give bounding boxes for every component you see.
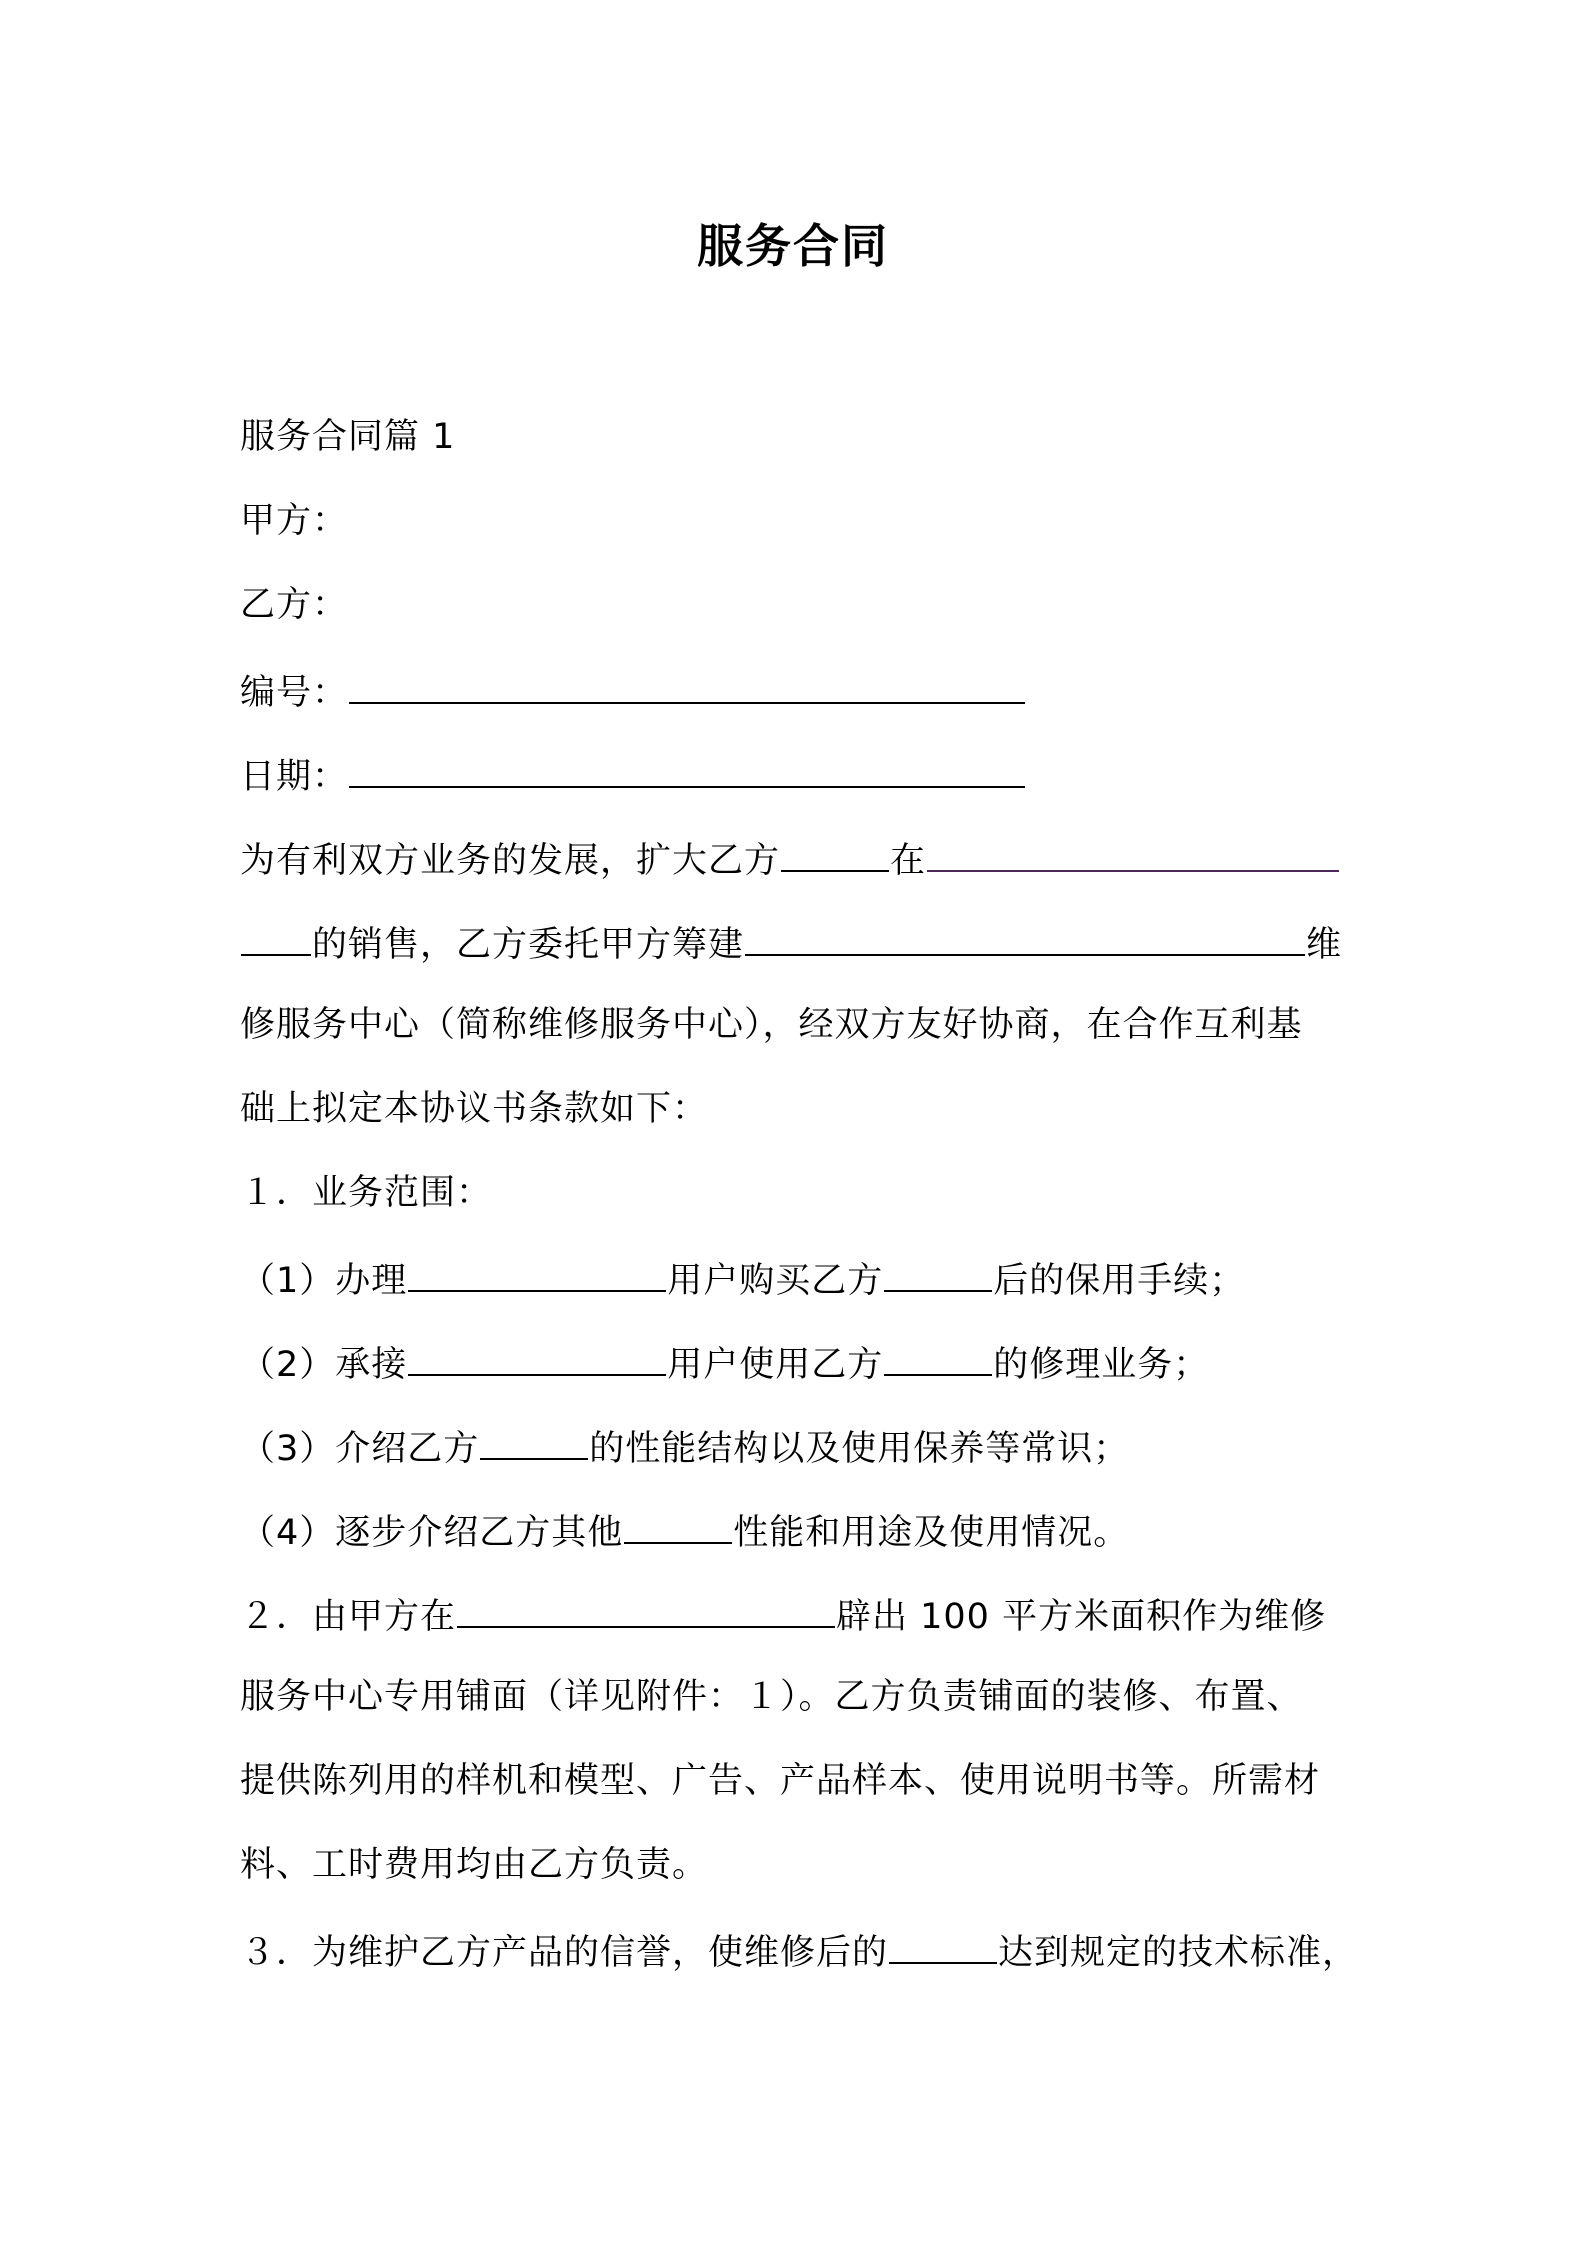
- document-title: 服务合同: [697, 219, 889, 273]
- item-text: ２．由甲方在: [240, 1597, 457, 1637]
- item-text: 用户使用乙方: [667, 1345, 884, 1385]
- item-text: 后的保用手续；: [993, 1261, 1246, 1301]
- number-blank: [349, 664, 1025, 704]
- item1-heading: １．业务范围：: [240, 1173, 493, 1213]
- item1-sub2: [240, 1336, 1209, 1390]
- date-blank: [349, 748, 1025, 788]
- blank: [457, 1588, 835, 1628]
- intro-line-1: [240, 832, 1340, 886]
- blank: [480, 1420, 588, 1460]
- blank: [889, 1924, 997, 1964]
- item-text: （4）逐步介绍乙方其他: [240, 1513, 624, 1553]
- number-line: [240, 664, 1026, 718]
- blank: [408, 1252, 666, 1292]
- item1-sub3: [240, 1420, 1129, 1474]
- item2-line-4: 料、工时费用均由乙方负责。: [240, 1845, 709, 1885]
- intro-text: 为有利双方业务的发展，扩大乙方: [240, 841, 781, 881]
- item-text: 辟出 100 平方米面积作为维修: [836, 1597, 1327, 1637]
- intro-line-4: 础上拟定本协议书条款如下：: [240, 1089, 709, 1129]
- date-label: 日期：: [240, 757, 349, 797]
- item-text: （1）办理: [240, 1261, 408, 1301]
- intro-text: 在: [890, 841, 927, 881]
- intro-text: 维: [1306, 925, 1343, 965]
- item-text: ３．为维护乙方产品的信誉，使维修后的: [240, 1933, 889, 1973]
- blank: [745, 916, 1305, 956]
- blank: [241, 916, 311, 956]
- item-text: （3）介绍乙方: [240, 1429, 480, 1469]
- intro-text: 的销售，乙方委托甲方筹建: [312, 925, 745, 965]
- intro-line-2: [240, 916, 1342, 970]
- blank: [884, 1336, 992, 1376]
- item1-sub4: [240, 1504, 1129, 1558]
- item2-line-2: 服务中心专用铺面（详见附件：１）。乙方负责铺面的装修、布置、: [240, 1677, 1303, 1717]
- party-b-label: 乙方：: [240, 585, 349, 625]
- item1-sub1: [240, 1252, 1245, 1306]
- item-text: （2）承接: [240, 1345, 408, 1385]
- item-text: 性能和用途及使用情况。: [733, 1513, 1130, 1553]
- blank: [884, 1252, 992, 1292]
- item-text: 用户购买乙方: [667, 1261, 884, 1301]
- item2-line-3: 提供陈列用的样机和模型、广告、产品样本、使用说明书等。所需材: [240, 1761, 1321, 1801]
- item2-line-1: [240, 1588, 1326, 1642]
- number-label: 编号：: [240, 673, 349, 713]
- item-text: 的性能结构以及使用保养等常识；: [589, 1429, 1130, 1469]
- item3-line-1: [240, 1924, 1358, 1978]
- blank: [927, 832, 1339, 872]
- date-line: [240, 748, 1026, 802]
- section-heading: 服务合同篇 1: [240, 417, 456, 457]
- item-text: 的修理业务；: [993, 1345, 1210, 1385]
- blank: [408, 1336, 666, 1376]
- item-text: 达到规定的技术标准，: [998, 1933, 1359, 1973]
- party-a-label: 甲方：: [240, 501, 349, 541]
- blank: [781, 832, 889, 872]
- intro-line-3: 修服务中心（简称维修服务中心），经双方友好协商，在合作互利基: [240, 1005, 1303, 1045]
- blank: [624, 1504, 732, 1544]
